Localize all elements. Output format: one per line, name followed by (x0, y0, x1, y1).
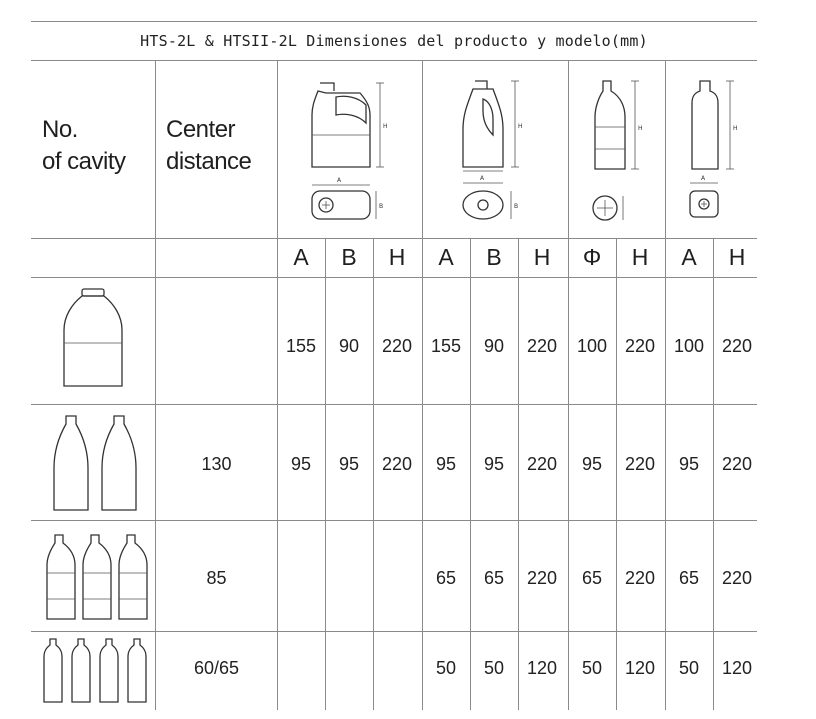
table-cell: 50 (483, 658, 505, 678)
table-cell: 65 (581, 568, 603, 588)
diagram-label-a: A (480, 175, 485, 182)
table-cell: 50 (435, 658, 457, 678)
table-cell: 95 (581, 454, 603, 474)
table-cell: 220 (624, 336, 656, 356)
three-bottles-icon (42, 533, 148, 623)
cylinder-bottle-dimension-diagram-icon (680, 75, 750, 235)
table-cell: 100 (673, 336, 705, 356)
handle-bottle-dimension-diagram-icon (455, 75, 545, 235)
center-distance-value: 85 (206, 568, 227, 588)
table-cell: 120 (624, 658, 656, 678)
table-cell: 155 (430, 336, 462, 356)
col-divider-cavity (155, 60, 156, 710)
diagram-label-h: H (518, 123, 523, 130)
table-cell: 95 (338, 454, 360, 474)
diagram-label-a: A (337, 177, 342, 184)
table-cell: 220 (526, 336, 558, 356)
subheader-phi: Φ (582, 244, 602, 270)
table-cell: 220 (381, 454, 413, 474)
center-distance-value: 130 (201, 454, 232, 474)
rule-header-bottom (31, 238, 757, 239)
subheader-h: H (728, 244, 746, 270)
rule-row2-bottom (31, 520, 757, 521)
table-cell: 90 (483, 336, 505, 356)
table-cell: 50 (678, 658, 700, 678)
table-cell: 120 (721, 658, 753, 678)
subheader-h: H (631, 244, 649, 270)
table-cell: 220 (721, 568, 753, 588)
table-cell: 95 (678, 454, 700, 474)
diagram-label-a: A (701, 175, 706, 182)
header-cavity (42, 114, 126, 178)
header-cavity-line1: No. (42, 116, 78, 143)
subheader-a: A (681, 244, 697, 270)
rule-title-bottom (31, 60, 757, 61)
header-center-line1: Center (166, 116, 236, 143)
diagram-label-h: H (638, 125, 643, 132)
table-cell: 220 (526, 568, 558, 588)
table-cell: 220 (624, 454, 656, 474)
table-cell: 220 (624, 568, 656, 588)
table-cell: 120 (526, 658, 558, 678)
col-divider-model3 (665, 60, 666, 710)
table-cell: 65 (483, 568, 505, 588)
diagram-label-b: B (379, 203, 384, 210)
table-cell: 50 (581, 658, 603, 678)
rule-subheader-bottom (31, 277, 757, 278)
col-divider-center (277, 60, 278, 710)
subheader-b: B (341, 244, 357, 270)
table-cell: 220 (526, 454, 558, 474)
jug-dimension-diagram-icon (300, 75, 400, 235)
diagram-label-b: B (514, 203, 519, 210)
table-cell: 220 (721, 336, 753, 356)
round-bottle-dimension-diagram-icon (583, 75, 653, 235)
subheader-h: H (533, 244, 551, 270)
col-divider-model2 (568, 60, 569, 710)
rule-top (31, 21, 757, 22)
subheader-b: B (486, 244, 502, 270)
subheader-h: H (388, 244, 406, 270)
table-cell: 90 (338, 336, 360, 356)
subheader-a: A (293, 244, 309, 270)
table-cell: 95 (290, 454, 312, 474)
header-cavity-line2: of cavity (42, 148, 126, 175)
diagram-label-h: H (383, 123, 388, 130)
table-cell: 95 (435, 454, 457, 474)
subheader-a: A (438, 244, 454, 270)
single-jug-bottle-icon (62, 287, 126, 389)
table-cell: 100 (576, 336, 608, 356)
four-bottles-icon (42, 637, 148, 705)
header-center-line2: distance (166, 148, 252, 175)
table-cell: 65 (678, 568, 700, 588)
table-cell: 155 (285, 336, 317, 356)
table-cell: 220 (721, 454, 753, 474)
header-center-distance (166, 114, 251, 178)
table-cell: 220 (381, 336, 413, 356)
table-cell: 65 (435, 568, 457, 588)
table-cell: 95 (483, 454, 505, 474)
col-divider-model1 (422, 60, 423, 710)
rule-row3-bottom (31, 631, 757, 632)
center-distance-value: 60/65 (193, 658, 240, 678)
rule-row1-bottom (31, 404, 757, 405)
diagram-label-h: H (733, 125, 738, 132)
table-title: HTS-2L & HTSII-2L Dimensiones del producto y modelo(mm) (140, 32, 648, 50)
two-bottles-icon (48, 414, 144, 514)
